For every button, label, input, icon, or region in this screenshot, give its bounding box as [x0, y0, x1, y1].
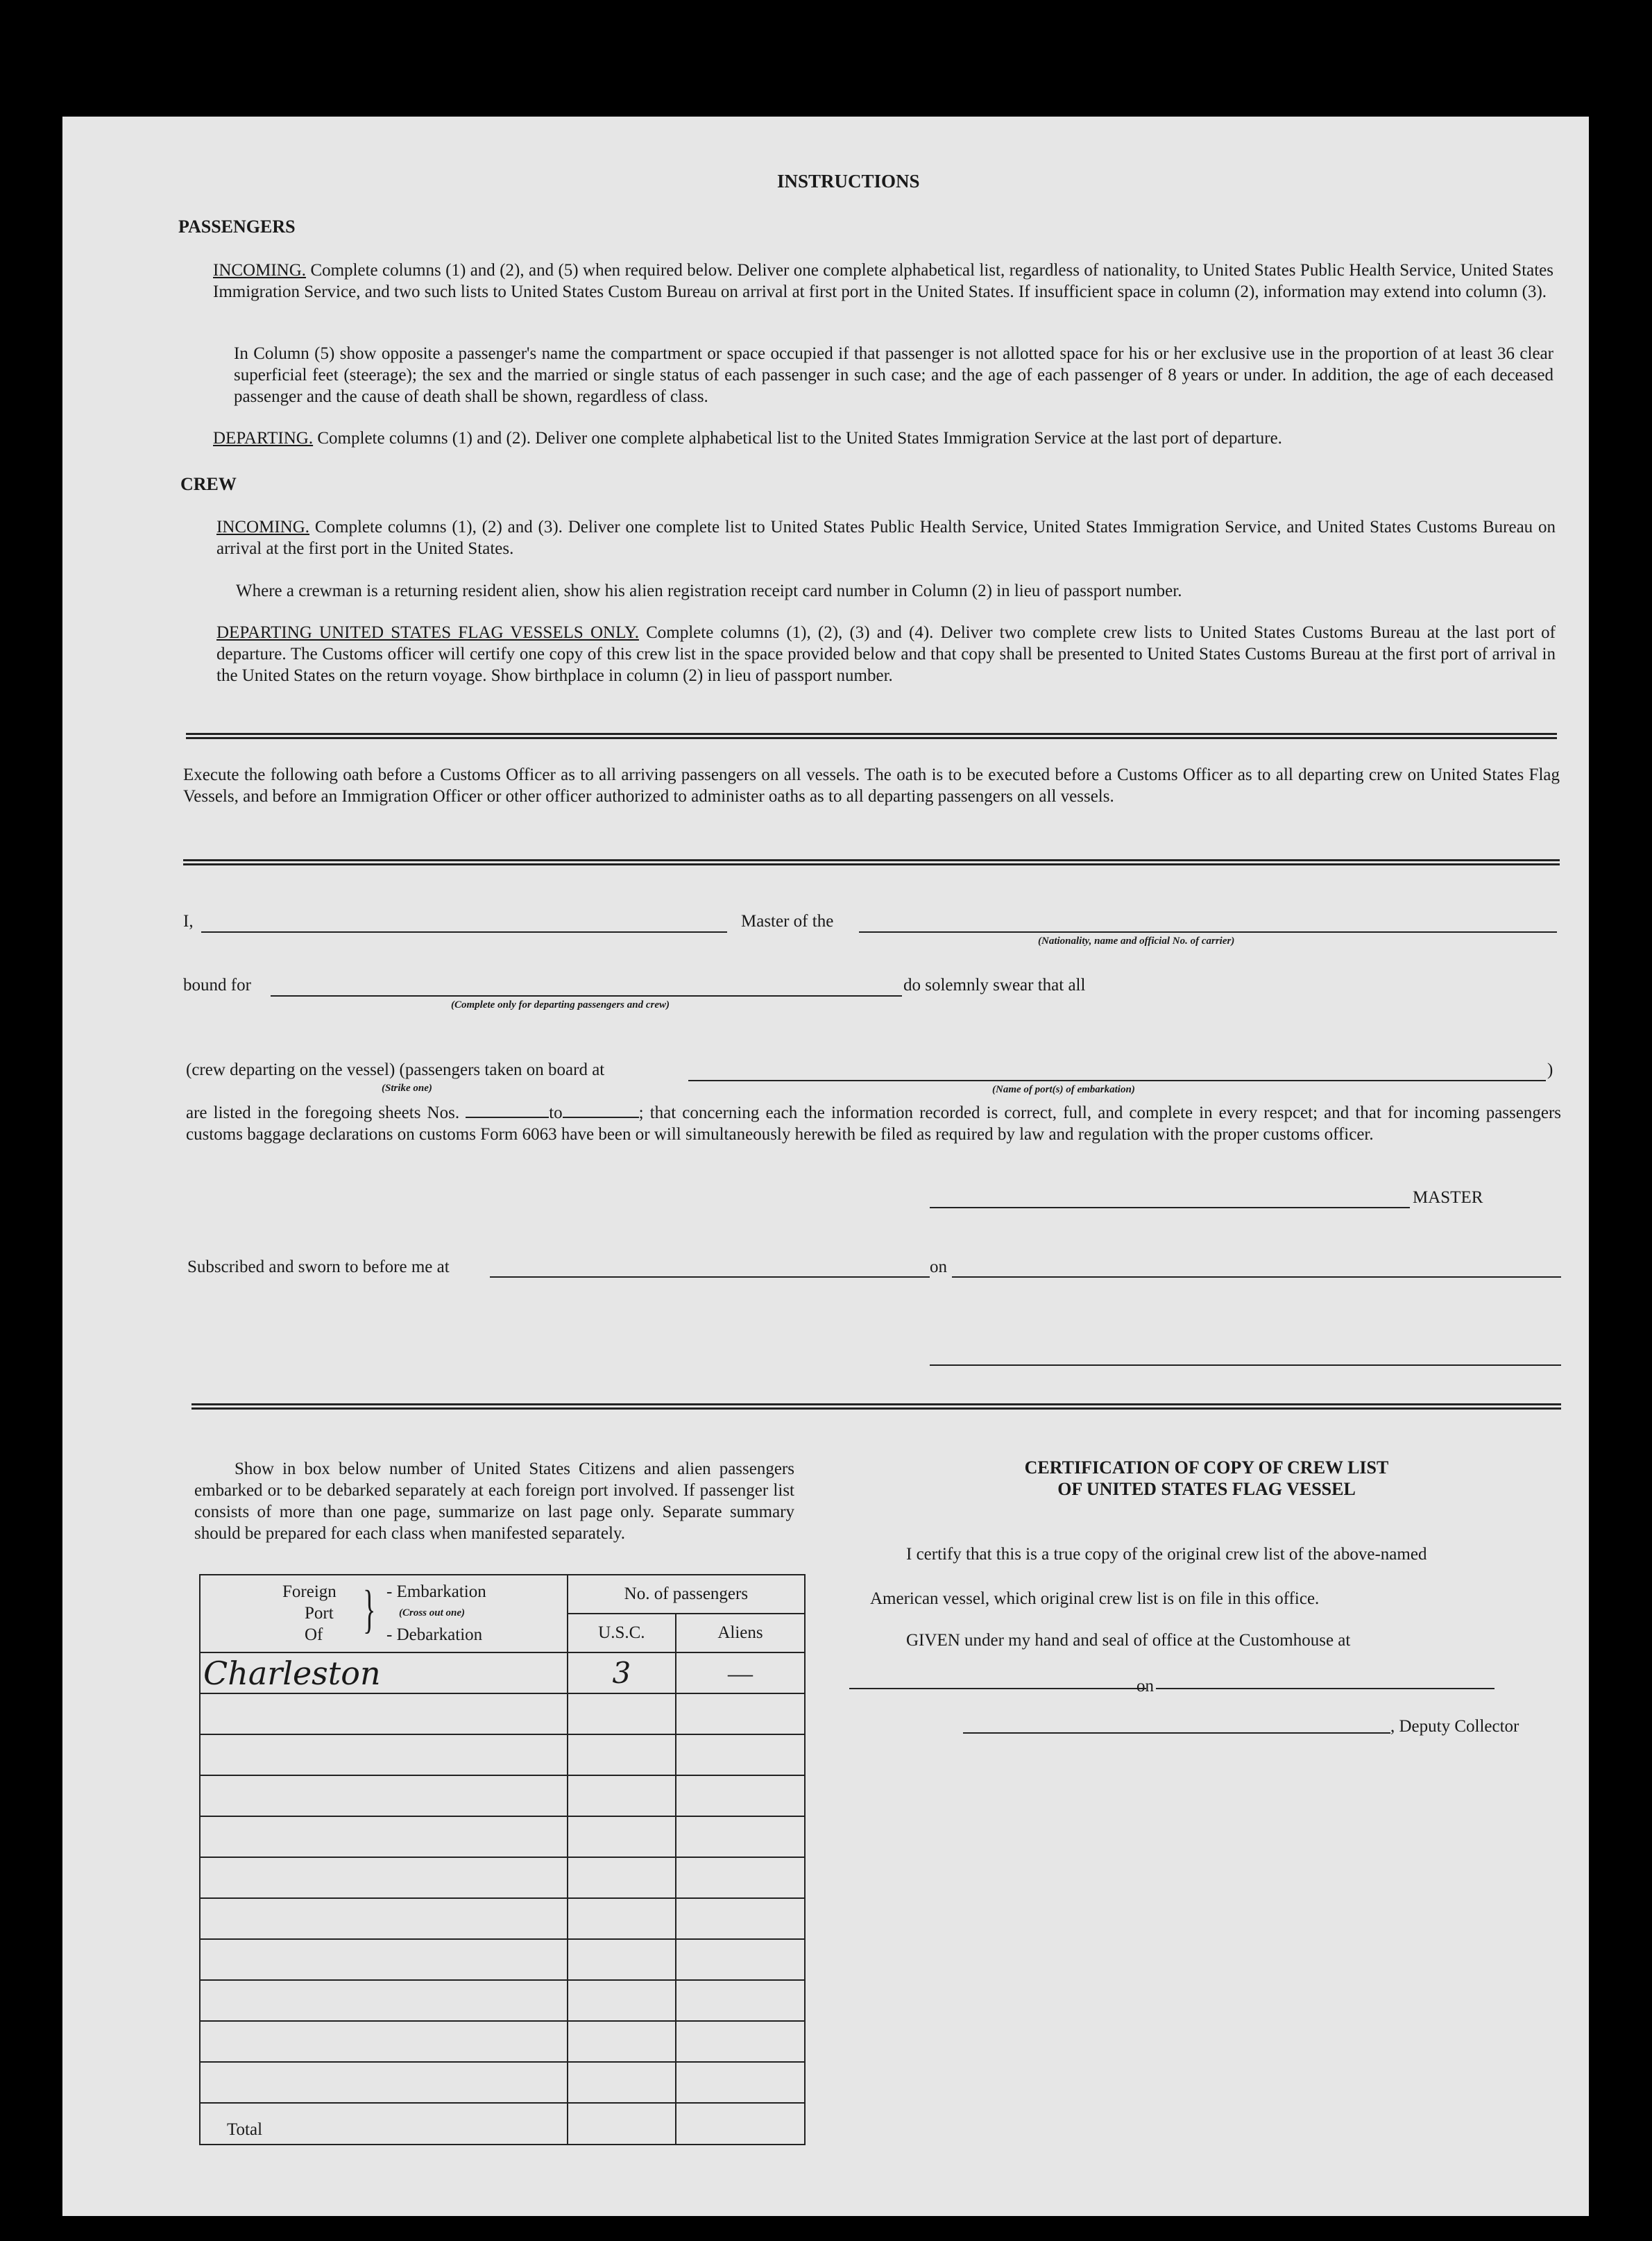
- crew-departing-paragraph: [216, 622, 1556, 686]
- summary-aliens-cell[interactable]: [676, 1939, 805, 1980]
- passengers-departing-paragraph: [213, 428, 1553, 449]
- header-brace: }: [363, 1580, 376, 1639]
- document-page: [62, 117, 1589, 2216]
- summary-aliens-cell[interactable]: [676, 1816, 805, 1857]
- header-embarkation: - Embarkation: [386, 1582, 486, 1601]
- summary-aliens-cell[interactable]: —: [676, 1652, 805, 1693]
- certification-title-1: CERTIFICATION OF COPY OF CREW LIST: [1024, 1457, 1389, 1478]
- given-text: GIVEN under my hand and seal of office at the Customhouse at: [906, 1631, 1351, 1650]
- summary-aliens-cell[interactable]: [676, 1734, 805, 1775]
- instructions-heading: INSTRUCTIONS: [777, 171, 920, 192]
- officer-signature-field[interactable]: [930, 1364, 1561, 1366]
- passengers-heading: PASSENGERS: [178, 217, 296, 237]
- sheet-from-field[interactable]: [466, 1104, 549, 1118]
- summary-instructions: Show in box below number of United States Citizens and alien passengers embarked or to be debarked separately at each foreign port involved. If passenger list consists of more than one page, summarize on last page only. Separate summary should be prepared for each class when manifested separately.: [194, 1460, 794, 1543]
- master-signature-field[interactable]: [930, 1207, 1410, 1208]
- summary-port-cell[interactable]: [200, 1980, 568, 2021]
- close-paren: ): [1547, 1060, 1553, 1079]
- crew-departing-label: DEPARTING UNITED STATES FLAG VESSELS ONLY.: [216, 623, 639, 642]
- crew-heading: CREW: [180, 474, 237, 494]
- crew-incoming-text: Complete columns (1), (2) and (3). Deliver one complete list to United States Public Health Service, United States Immigration Service, and United States Customs Bureau on arrival at the first port in the United States.: [216, 518, 1556, 558]
- summary-row: [200, 2062, 805, 2103]
- customhouse-place-field[interactable]: [849, 1688, 1146, 1689]
- crew-departing-oath: (crew departing on the vessel) (passengers taken on board at: [186, 1060, 605, 1079]
- summary-port-cell[interactable]: [200, 1857, 568, 1898]
- embarkation-port-field[interactable]: [688, 1080, 1546, 1081]
- crew-incoming-paragraph: [216, 516, 1556, 559]
- certify-text: I certify that this is a true copy of the original crew list of the above-named: [906, 1545, 1427, 1564]
- total-aliens-cell[interactable]: [676, 2103, 805, 2145]
- passengers-departing-text: Complete columns (1) and (2). Deliver one complete alphabetical list to the United States Immigration Service at the last port of departure.: [317, 429, 1282, 448]
- summary-row: [200, 1857, 805, 1898]
- column5-paragraph: In Column (5) show opposite a passenger's name the compartment or space occupied if that passenger is not allotted space for his or her exclusive use in the proportion of at least 36 clear superficial feet (steerage); the sex and the married or single status of each passenger in such case; and the age of each passenger of 8 years or under. In addition, the age of each deceased passenger and the cause of death shall be shown, regardless of class.: [234, 344, 1553, 406]
- header-debarkation: - Debarkation: [386, 1625, 483, 1644]
- certification-date-field[interactable]: [1156, 1688, 1495, 1689]
- divider-3: [191, 1403, 1561, 1410]
- summary-usc-cell[interactable]: [568, 1898, 676, 1939]
- master-of-label: Master of the: [741, 912, 834, 931]
- summary-usc-cell[interactable]: [568, 1734, 676, 1775]
- passengers-header-cell: No. of passengers: [568, 1575, 805, 1614]
- divider-1: [186, 733, 1557, 739]
- port-hint: (Name of port(s) of embarkation): [992, 1084, 1135, 1095]
- summary-port-cell[interactable]: [200, 1898, 568, 1939]
- crew-returning-paragraph: Where a crewman is a returning resident alien, show his alien registration receipt card number in Column (2) in lieu of passport number.: [236, 582, 1182, 600]
- summary-aliens-cell[interactable]: [676, 1857, 805, 1898]
- passengers-incoming-paragraph: [213, 260, 1553, 303]
- summary-usc-cell[interactable]: [568, 1939, 676, 1980]
- summary-port-cell[interactable]: [200, 1939, 568, 1980]
- passengers-departing-label: DEPARTING.: [213, 429, 314, 448]
- carrier-hint: (Nationality, name and official No. of carrier): [1038, 936, 1235, 947]
- summary-aliens-cell[interactable]: [676, 2062, 805, 2103]
- bound-for-hint: (Complete only for departing passengers and crew): [451, 999, 670, 1010]
- i-label: I,: [183, 912, 194, 931]
- listed-part2: ; that concerning each the information recorded is correct, full, and complete in every respcet; and that for incoming passengers customs baggage declarations on customs Form 6063 have been or will simultaneously herewith be filed as required by law and regulation with the proper customs officer.: [186, 1103, 1561, 1144]
- master-label: MASTER: [1413, 1188, 1483, 1207]
- summary-port-cell[interactable]: [200, 2021, 568, 2062]
- summary-aliens-cell[interactable]: [676, 1980, 805, 2021]
- summary-aliens-cell[interactable]: [676, 1898, 805, 1939]
- swear-text: do solemnly swear that all: [903, 976, 1086, 995]
- deputy-collector-signature-field[interactable]: [963, 1732, 1390, 1734]
- divider-2: [183, 859, 1560, 865]
- summary-row: [200, 1775, 805, 1816]
- summary-port-cell[interactable]: [200, 1816, 568, 1857]
- crew-incoming-label: INCOMING.: [216, 518, 310, 536]
- summary-usc-cell[interactable]: 3: [568, 1652, 676, 1693]
- summary-port-cell[interactable]: [200, 1775, 568, 1816]
- listed-paragraph: [186, 1102, 1561, 1145]
- port-header-cell: [200, 1575, 568, 1652]
- subscribed-label: Subscribed and sworn to before me at: [187, 1258, 450, 1276]
- summary-aliens-cell[interactable]: [676, 2021, 805, 2062]
- summary-port-cell[interactable]: [200, 1693, 568, 1734]
- certification-title-2: OF UNITED STATES FLAG VESSEL: [1057, 1479, 1356, 1499]
- summary-usc-cell[interactable]: [568, 1816, 676, 1857]
- summary-row: [200, 1816, 805, 1857]
- strike-one-hint: (Strike one): [382, 1083, 432, 1094]
- oath-intro: Execute the following oath before a Customs Officer as to all arriving passengers on all vessels. The oath is to be executed before a Customs Officer as to all departing crew on United States Flag Vessels, and before an Immigration Officer or other officer authorized to administer oaths as to all departing passengers on all vessels.: [183, 766, 1560, 806]
- summary-usc-cell[interactable]: [568, 1693, 676, 1734]
- usc-header-cell: U.S.C.: [568, 1614, 676, 1652]
- summary-port-cell[interactable]: [200, 2062, 568, 2103]
- summary-aliens-cell[interactable]: [676, 1775, 805, 1816]
- vessel-text: American vessel, which original crew list is on file in this office.: [870, 1589, 1320, 1608]
- summary-port-cell[interactable]: Charleston: [200, 1652, 568, 1693]
- header-of: Of: [305, 1625, 323, 1644]
- passenger-summary-table: [199, 1574, 806, 2145]
- summary-row: [200, 1898, 805, 1939]
- total-usc-cell[interactable]: [568, 2103, 676, 2145]
- subscribed-on-label: on: [930, 1258, 947, 1276]
- summary-row: [200, 1652, 805, 1693]
- carrier-field[interactable]: [859, 931, 1557, 933]
- summary-usc-cell[interactable]: [568, 1857, 676, 1898]
- header-port: Port: [305, 1604, 334, 1623]
- summary-row: [200, 2021, 805, 2062]
- listed-to: to: [549, 1103, 563, 1122]
- deputy-collector-label: , Deputy Collector: [1390, 1717, 1519, 1736]
- header-cross-out: (Cross out one): [399, 1607, 466, 1618]
- aliens-header-cell: Aliens: [676, 1614, 805, 1652]
- passengers-incoming-text: Complete columns (1) and (2), and (5) when required below. Deliver one complete alphabetical list, regardless of nationality, to United States Public Health Service, United States Immigration Service, and two such lists to United States Custom Bureau on arrival at first port in the United States. If insufficient space in column (2), information may extend into column (3).: [213, 261, 1554, 301]
- certification-on-label: on: [1136, 1677, 1154, 1695]
- crew-departing-text: Complete columns (1), (2), (3) and (4). Deliver two complete crew lists to United States Customs Bureau at the last port of departure. The Customs officer will certify one copy of this crew list in the space provided below and that copy shall be presented to United States Customs Bureau at the first port of arrival in the United States on the return voyage. Show birthplace in column (2) in lieu of passport number.: [216, 623, 1556, 685]
- summary-row: [200, 1693, 805, 1734]
- subscribed-date-field[interactable]: [952, 1276, 1561, 1278]
- summary-usc-cell[interactable]: [568, 1775, 676, 1816]
- passengers-incoming-label: INCOMING.: [213, 261, 307, 280]
- summary-usc-cell[interactable]: [568, 1980, 676, 2021]
- listed-part1: are listed in the foregoing sheets Nos.: [186, 1103, 460, 1122]
- summary-port-cell[interactable]: [200, 1734, 568, 1775]
- header-foreign: Foreign: [282, 1582, 337, 1601]
- summary-aliens-cell[interactable]: [676, 1693, 805, 1734]
- sheet-to-field[interactable]: [563, 1104, 639, 1118]
- summary-row: [200, 1734, 805, 1775]
- summary-usc-cell[interactable]: [568, 2021, 676, 2062]
- summary-usc-cell[interactable]: [568, 2062, 676, 2103]
- total-label-cell: Total: [200, 2103, 568, 2145]
- subscribed-place-field[interactable]: [490, 1276, 930, 1278]
- master-name-field[interactable]: [201, 931, 727, 933]
- bound-for-field[interactable]: [271, 995, 902, 997]
- summary-row: [200, 1939, 805, 1980]
- bound-for-label: bound for: [183, 976, 251, 995]
- summary-row: [200, 1980, 805, 2021]
